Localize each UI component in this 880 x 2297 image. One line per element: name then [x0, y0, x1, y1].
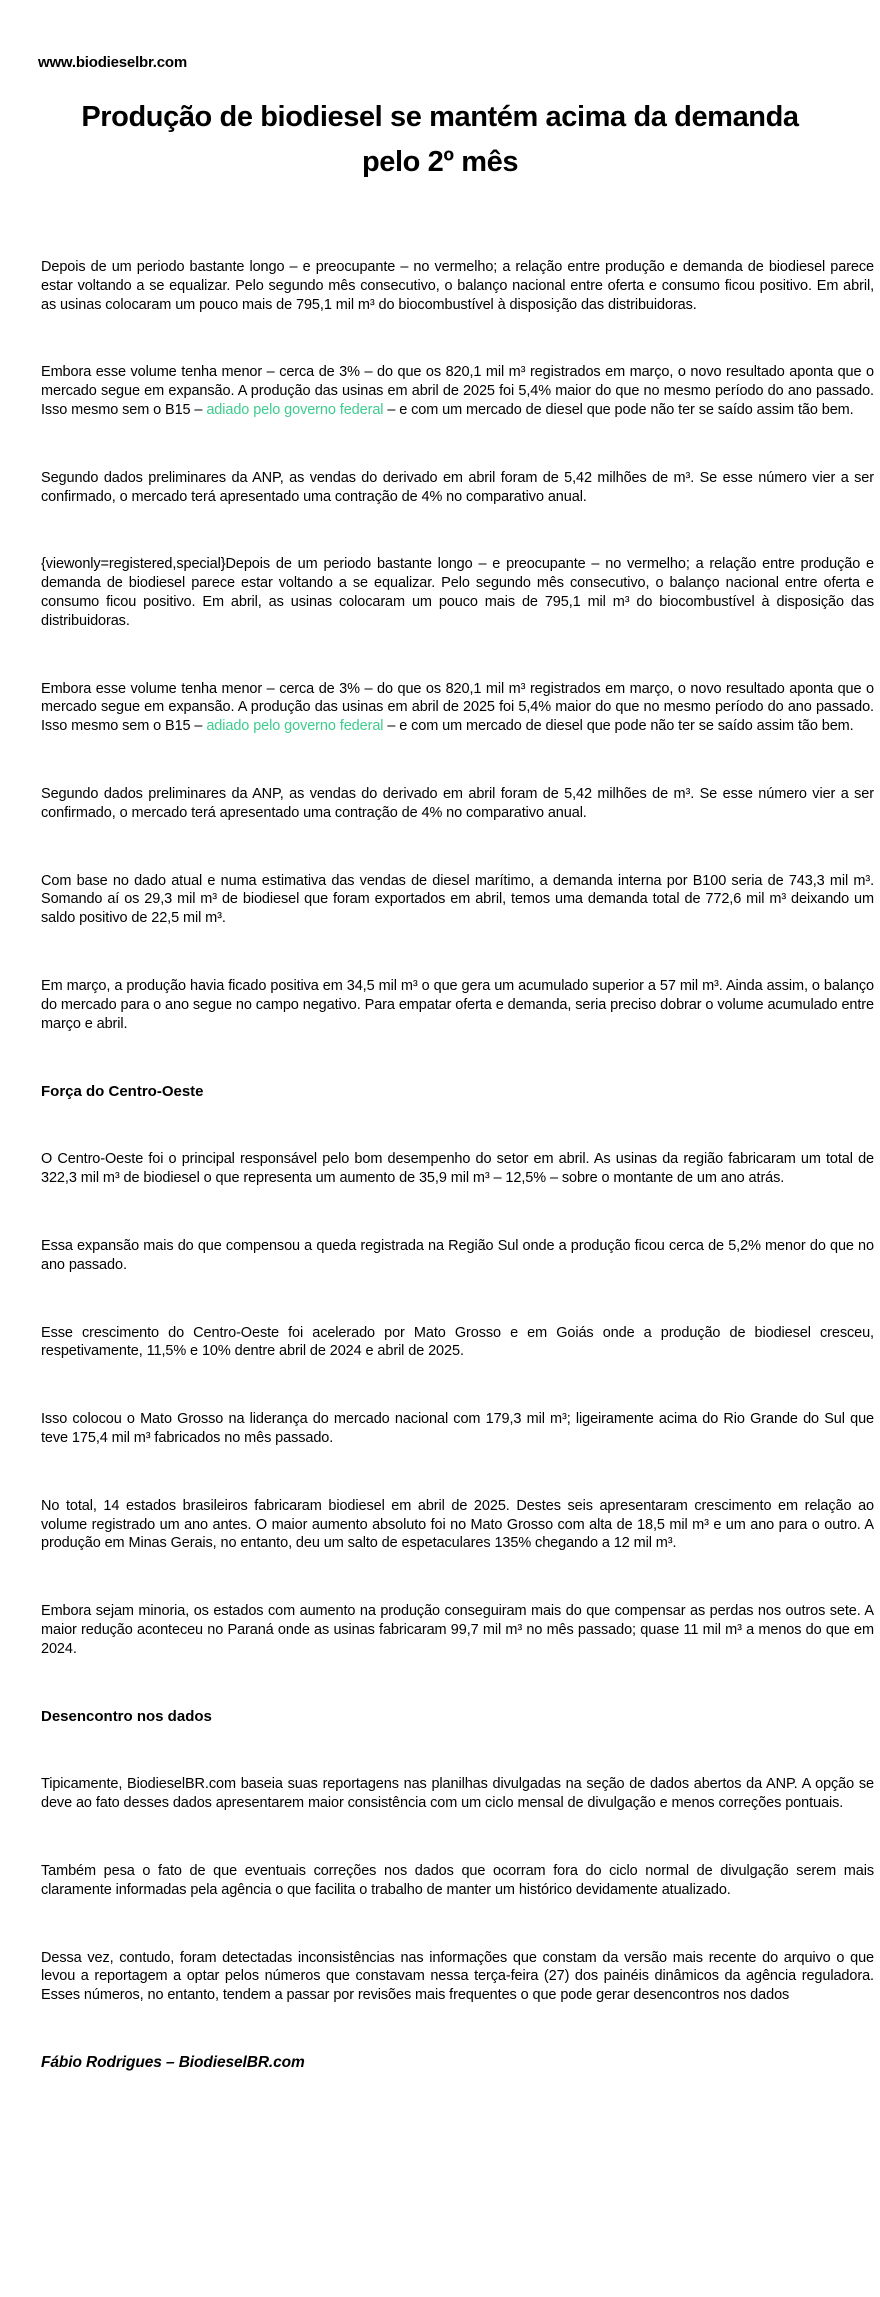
paragraph-text: Embora esse volume tenha menor – cerca de 3% – do que os 820,1 mil m³ registrados em março, o novo resultado aponta que o mercado segue em expansão. A produção das usinas em abril de 2025 foi 5,4% maior do que no mesmo período do ano passado. Isso mesmo sem o B15 – [41, 680, 874, 735]
article-paragraph: Também pesa o fato de que eventuais correções nos dados que ocorram fora do ciclo normal de divulgação serem mais claramente informadas pela agência o que facilita o trabalho de manter um histórico devidamente atualizado. [41, 1863, 874, 1898]
article-paragraph [41, 680, 874, 736]
article-paragraph: Em março, a produção havia ficado positiva em 34,5 mil m³ o que gera um acumulado superior a 57 mil m³. Ainda assim, o balanço do mercado para o ano segue no campo negativo. Para empatar oferta e demanda, seria preciso dobrar o volume acumulado entre março e abril. [41, 977, 874, 1032]
article-paragraph: Embora sejam minoria, os estados com aumento na produção conseguiram mais do que compensar as perdas nos outros sete. A maior redução aconteceu no Paraná onde as usinas fabricaram 99,7 mil m³ no mês passado; quase 11 mil m³ a menos do que em 2024. [41, 1603, 874, 1657]
paragraph-text: Embora esse volume tenha menor – cerca de 3% – do que os 820,1 mil m³ registrados em março, o novo resultado aponta que o mercado segue em expansão. A produção das usinas em abril de 2025 foi 5,4% maior do que no mesmo período do ano passado. Isso mesmo sem o B15 – [41, 364, 874, 418]
article-body [0, 258, 880, 2073]
article-paragraph: Tipicamente, BiodieselBR.com baseia suas reportagens nas planilhas divulgadas na seção de dados abertos da ANP. A opção se deve ao fato desses dados apresentarem maior consistência com um ciclo mensal de divulgação e menos correções pontuais. [41, 1776, 874, 1812]
section-heading-forca-do-centro-oeste: Força do Centro-Oeste [41, 1083, 204, 1101]
article-paragraph: Depois de um periodo bastante longo – e preocupante – no vermelho; a relação entre produção e demanda de biodiesel parece estar voltando a se equalizar. Pelo segundo mês consecutivo, o balanço nacional entre oferta e consumo ficou positivo. Em abril, as usinas colocaram um pouco mais de 795,1 mil m³ do biocombustível à disposição das distribuidoras. [41, 259, 874, 313]
paragraph-text: – e com um mercado de diesel que pode não ter se saído assim tão bem. [383, 718, 854, 735]
article-paragraph [41, 363, 874, 419]
site-url: www.biodieselbr.com [38, 54, 188, 71]
article-paragraph: Essa expansão mais do que compensou a queda registrada na Região Sul onde a produção ficou cerca de 5,2% menor do que no ano passado. [41, 1237, 874, 1273]
paragraph-text: – e com um mercado de diesel que pode não ter se saído assim tão bem. [383, 401, 854, 418]
article-paragraph: Segundo dados preliminares da ANP, as vendas do derivado em abril foram de 5,42 milhões de m³. Se esse número vier a ser confirmado, o mercado terá apresentado uma contração de 4% no comparativo anual. [41, 785, 874, 821]
article-paragraph: Segundo dados preliminares da ANP, as vendas do derivado em abril foram de 5,42 milhões de m³. Se esse número vier a ser confirmado, o mercado terá apresentado uma contração de 4% no comparativo anual. [41, 469, 874, 505]
author-byline: Fábio Rodrigues – BiodieselBR.com [41, 2054, 305, 2072]
article-paragraph: Dessa vez, contudo, foram detectadas inconsistências nas informações que constam da versão mais recente do arquivo o que levou a reportagem a optar pelos números que constavam nessa terça-feira (27) dos painéis dinâmicos da agência reguladora. Esses números, no entanto, tendem a passar por revisões mais frequentes o que pode gerar desencontros nos dados [41, 1949, 874, 2004]
article-paragraph: {viewonly=registered,special}Depois de um periodo bastante longo – e preocupante – no vermelho; a relação entre produção e demanda de biodiesel parece estar voltando a se equalizar. Pelo segundo mês consecutivo, o balanço nacional entre oferta e consumo ficou positivo. Em abril, as usinas colocaram um pouco mais de 795,1 mil m³ do biocombustível à disposição das distribuidoras. [41, 556, 874, 629]
article-paragraph: No total, 14 estados brasileiros fabricaram biodiesel em abril de 2025. Destes seis apresentaram crescimento em relação ao volume registrado um ano antes. O maior aumento absoluto foi no Mato Grosso com alta de 18,5 mil m³ e um ano para o outro. A produção em Minas Gerais, no entanto, deu um salto de espetaculares 135% chegando a 12 mil m³. [41, 1497, 874, 1552]
link-adiado-pelo-governo-federal[interactable]: adiado pelo governo federal [206, 718, 384, 735]
article-paragraph: O Centro-Oeste foi o principal responsável pelo bom desempenho do setor em abril. As usinas da região fabricaram um total de 322,3 mil m³ de biodiesel o que representa um aumento de 35,9 mil m³ – 12,5% – sobre o montante de um ano atrás. [41, 1151, 874, 1187]
article-paragraph: Isso colocou o Mato Grosso na liderança do mercado nacional com 179,3 mil m³; ligeiramente acima do Rio Grande do Sul que teve 175,4 mil m³ fabricados no mês passado. [41, 1411, 874, 1446]
section-heading-desencontro-nos-dados: Desencontro nos dados [41, 1708, 212, 1726]
article-paragraph: Com base no dado atual e numa estimativa das vendas de diesel marítimo, a demanda interna por B100 seria de 743,3 mil m³. Somando aí os 29,3 mil m³ de biodiesel que foram exportados em abril, temos uma demanda total de 772,6 mil m³ deixando um saldo positivo de 22,5 mil m³. [41, 872, 874, 927]
link-adiado-pelo-governo-federal[interactable]: adiado pelo governo federal [206, 401, 384, 418]
article-paragraph: Esse crescimento do Centro-Oeste foi acelerado por Mato Grosso e em Goiás onde a produção de biodiesel cresceu, respetivamente, 11,5% e 10% dentre abril de 2024 e abril de 2025. [41, 1324, 874, 1360]
page-title: Produção de biodiesel se mantém acima da demanda pelo 2º mês [81, 101, 799, 178]
